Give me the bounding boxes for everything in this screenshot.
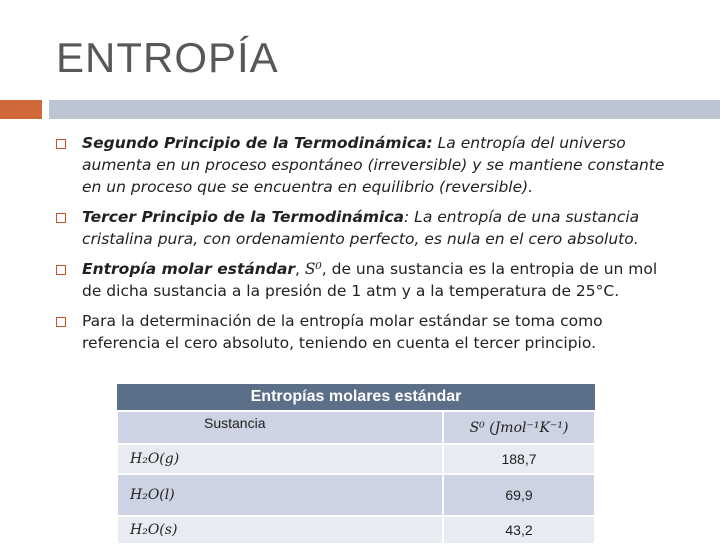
bullet-term: Segundo Principio de la Termodinámica: <box>82 134 433 152</box>
bullet-term: Entropía molar estándar <box>82 260 296 278</box>
bullet-text: : La entropía de una sustancia cristalina pura, con ordenamiento perfecto, es nula en el cero absoluto. <box>82 208 640 248</box>
entropy-symbol: S⁰ <box>304 260 322 278</box>
bullet-square-icon <box>56 265 66 275</box>
substance-cell: H₂O(g) <box>117 444 443 474</box>
header-rule <box>49 100 720 119</box>
entropy-table <box>116 384 596 545</box>
bullet-square-icon <box>56 317 66 327</box>
bullet-segundo-principio <box>54 132 674 198</box>
value-cell: 188,7 <box>443 444 595 474</box>
bullet-list <box>54 132 674 362</box>
slide-title: ENTROPÍA <box>56 34 279 81</box>
table-row <box>117 474 595 516</box>
substance-cell: H₂O(l) <box>117 474 443 516</box>
bullet-term: Tercer Principio de la Termodinámica <box>82 208 405 226</box>
bullet-separator: , <box>295 260 305 278</box>
bullet-text: , de una sustancia es la entropia de un mol de dicha sustancia a la presión de 1 atm y a la temperatura de 25°C. <box>82 260 658 300</box>
bullet-tercer-principio <box>54 206 674 250</box>
bullet-square-icon <box>56 139 66 149</box>
table-header-row <box>117 411 595 444</box>
value-cell: 69,9 <box>443 474 595 516</box>
table-caption: Entropías molares estándar <box>117 384 595 411</box>
table-row <box>117 444 595 474</box>
column-header-s0: S⁰ (Jmol⁻¹K⁻¹) <box>443 411 595 444</box>
bullet-text: Para la determinación de la entropía molar estándar se toma como referencia el cero absoluto, teniendo en cuenta el tercer principio. <box>82 312 603 352</box>
bullet-referencia <box>54 310 674 354</box>
column-header-sustancia: Sustancia <box>117 411 443 444</box>
accent-bar <box>0 100 42 119</box>
bullet-square-icon <box>56 213 66 223</box>
value-cell: 43,2 <box>443 516 595 544</box>
bullet-text: La entropía del universo aumenta en un proceso espontáneo (irreversible) y se mantiene constante en un proceso que se encuentra en equilibrio (reversible). <box>82 134 665 196</box>
substance-cell: H₂O(s) <box>117 516 443 544</box>
bullet-entropia-molar <box>54 258 674 302</box>
